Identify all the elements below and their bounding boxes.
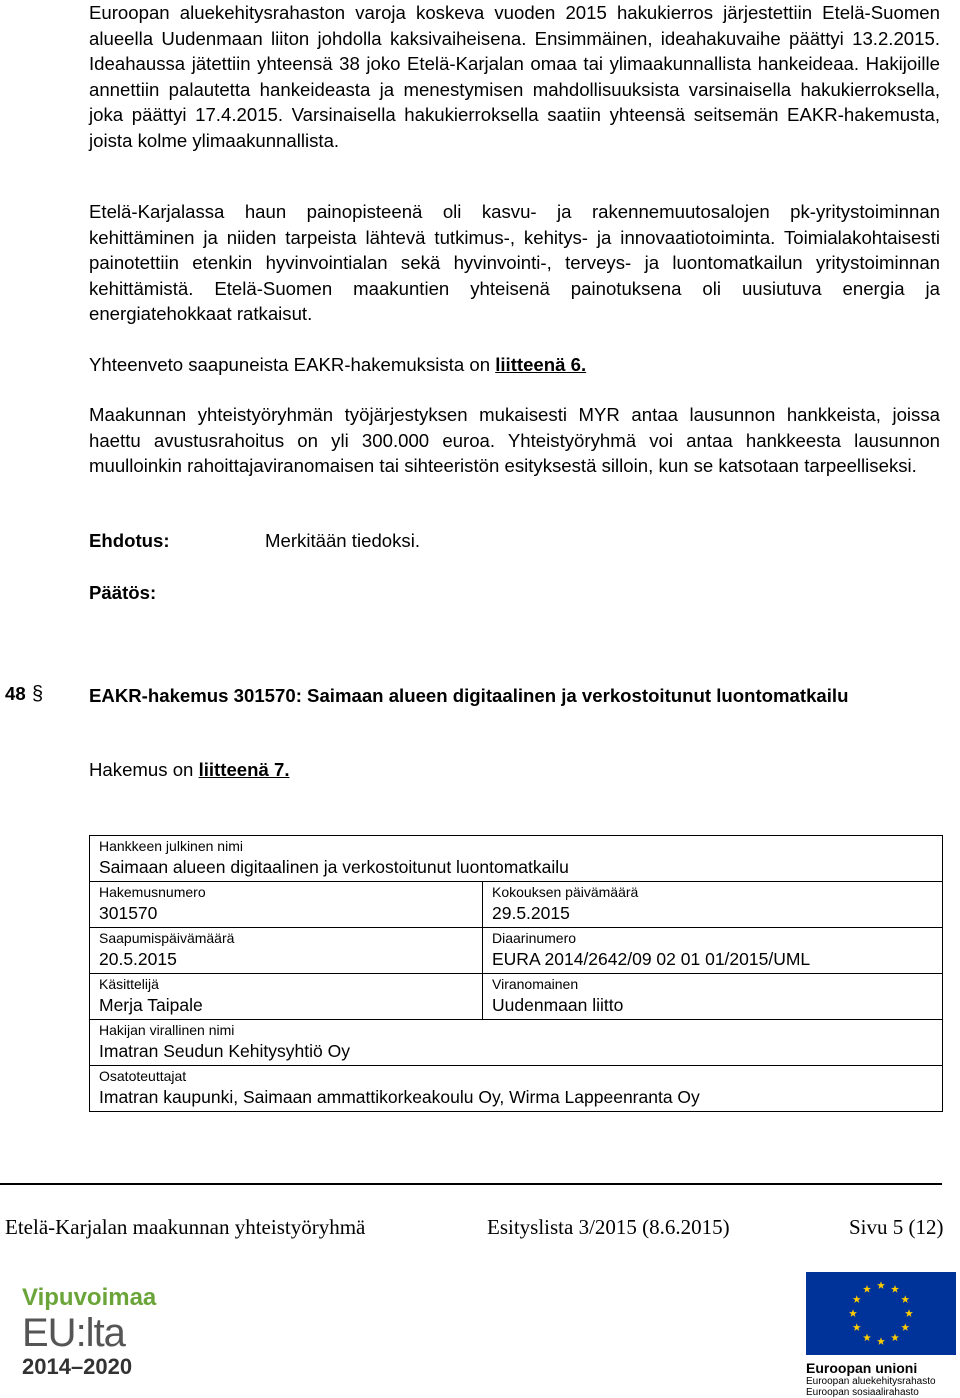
applicant-cell [90, 1020, 943, 1066]
public-name-value: Saimaan alueen digitaalinen ja verkostoitunut luontomatkailu [99, 857, 569, 877]
handler-label: Käsittelijä [99, 976, 159, 992]
eu-fund-1-text: Euroopan aluekehitysrahasto [806, 1376, 936, 1387]
eu-star-icon [901, 1323, 909, 1331]
partners-label: Osatoteuttajat [99, 1068, 187, 1084]
section-number: 48 [5, 683, 26, 704]
eu-star-icon [905, 1309, 913, 1317]
section-title: EAKR-hakemus 301570: Saimaan alueen digitaalinen ja verkostoitunut luontomatkailu [89, 685, 849, 706]
handler-cell [90, 974, 483, 1020]
eu-star-icon [877, 1337, 885, 1345]
eu-flag-icon [806, 1272, 956, 1355]
applicant-label: Hakijan virallinen nimi [99, 1022, 235, 1038]
authority-label: Viranomainen [492, 976, 579, 992]
partners-cell [90, 1066, 943, 1112]
intro-paragraph: Euroopan aluekehitysrahaston varoja koskeva vuoden 2015 hakukierros järjestettiin Etelä-Suomen alueella Uudenmaan liiton johdolla kaksivaiheisena. Ensimmäinen, ideahakuvaihe päättyi 13.2.2015. Ideahaussa jätettiin yhteensä 38 joko Etelä-Karjalan omaa tai ylimaakunnallista hankeideaa. Hakijoille annettiin palautetta hankeideasta ja menestymisen mahdollisuuksista varsinaisella hakukierroksella, joka päättyi 17.4.2015. Varsinaisella hakukierroksella saatiin yhteensä seitsemän EAKR-hakemusta, joista kolme ylimaakunnallista. [89, 2, 940, 151]
application-text: Hakemus on [89, 759, 199, 780]
handler-value: Merja Taipale [99, 995, 203, 1015]
authority-cell [483, 974, 943, 1020]
eu-lta-text: EU:lta [22, 1311, 125, 1355]
eu-star-icon [891, 1285, 899, 1293]
footer-divider [0, 1183, 942, 1185]
meeting-date-value: 29.5.2015 [492, 903, 570, 923]
arrival-date-label: Saapumispäivämäärä [99, 930, 235, 946]
footer-page-number: Sivu 5 (12) [849, 1215, 944, 1239]
public-name-cell [90, 836, 943, 882]
eu-stars-icon [806, 1272, 956, 1355]
eu-star-icon [849, 1309, 857, 1317]
attachment-7-link[interactable]: liitteenä 7. [198, 759, 290, 780]
eu-star-icon [853, 1323, 861, 1331]
app-number-cell [90, 882, 483, 928]
summary-text: Yhteenveto saapuneista EAKR-hakemuksista on [89, 354, 496, 375]
authority-value: Uudenmaan liitto [492, 995, 624, 1015]
meeting-date-cell [483, 882, 943, 928]
diary-label: Diaarinumero [492, 930, 577, 946]
focus-paragraph: Etelä-Karjalassa haun painopisteenä oli kasvu- ja rakennemuutosalojen pk-yritystoiminnan kehittäminen ja niiden tarpeista lähtevä tutkimus-, kehitys- ja innovaatiotoiminta. Toimialakohtaisesti painotettiin etenkin hyvinvointialan sekä hyvinvointi-, terveys- ja luontomatkailun yritystoiminnan kehittämistä. Etelä-Suomen maakuntien yhteisenä painotuksena oli uusiutuva energia ja energiatehokkaat ratkaisut. [89, 201, 940, 324]
app-number-value: 301570 [99, 903, 158, 923]
summary-paragraph [89, 352, 586, 378]
eu-star-icon [901, 1295, 909, 1303]
proposal-label: Ehdotus: [89, 530, 170, 551]
footer-agenda: Esityslista 3/2015 (8.6.2015) [487, 1215, 730, 1239]
footer-organization: Etelä-Karjalan maakunnan yhteistyöryhmä [5, 1215, 366, 1239]
applicant-value: Imatran Seudun Kehitysyhtiö Oy [99, 1041, 350, 1061]
public-name-label: Hankkeen julkinen nimi [99, 838, 243, 854]
meeting-date-label: Kokouksen päivämäärä [492, 884, 639, 900]
proposal [89, 530, 420, 552]
eu-star-icon [891, 1334, 899, 1342]
eu-name-text: Euroopan unioni [806, 1360, 918, 1376]
attachment-6-link[interactable]: liitteenä 6. [495, 354, 587, 375]
arrival-date-value: 20.5.2015 [99, 949, 177, 969]
arrival-date-cell [90, 928, 483, 974]
diary-cell [483, 928, 943, 974]
eu-star-icon [863, 1285, 871, 1293]
vipuvoimaa-text: Vipuvoimaa [22, 1284, 157, 1311]
eu-fund-2-text: Euroopan sosiaalirahasto [806, 1387, 919, 1398]
program-years-text: 2014–2020 [22, 1354, 133, 1379]
proposal-text: Merkitään tiedoksi. [265, 530, 421, 551]
eu-star-icon [863, 1334, 871, 1342]
diary-value: EURA 2014/2642/09 02 01 01/2015/UML [492, 949, 811, 969]
application-line [89, 759, 290, 781]
section-mark: § [32, 683, 44, 705]
vipuvoimaa-logo [22, 1285, 172, 1390]
decision-label: Päätös: [89, 582, 157, 603]
eu-star-icon [853, 1295, 861, 1303]
statement-paragraph: Maakunnan yhteistyöryhmän työjärjestyksen mukaisesti MYR antaa lausunnon hankkeista, joissa haettu avustusrahoitus on yli 300.000 euroa. Yhteistyöryhmä voi antaa hankkeesta lausunnon muulloinkin rahoittajaviranomaisen tai sihteeristön esityksestä silloin, kun se katsotaan tarpeelliseksi. [89, 404, 940, 476]
partners-value: Imatran kaupunki, Saimaan ammattikorkeakoulu Oy, Wirma Lappeenranta Oy [99, 1087, 700, 1107]
eu-star-icon [877, 1281, 885, 1289]
app-number-label: Hakemusnumero [99, 884, 206, 900]
eu-logo [806, 1272, 956, 1398]
application-info-table [89, 835, 943, 1112]
